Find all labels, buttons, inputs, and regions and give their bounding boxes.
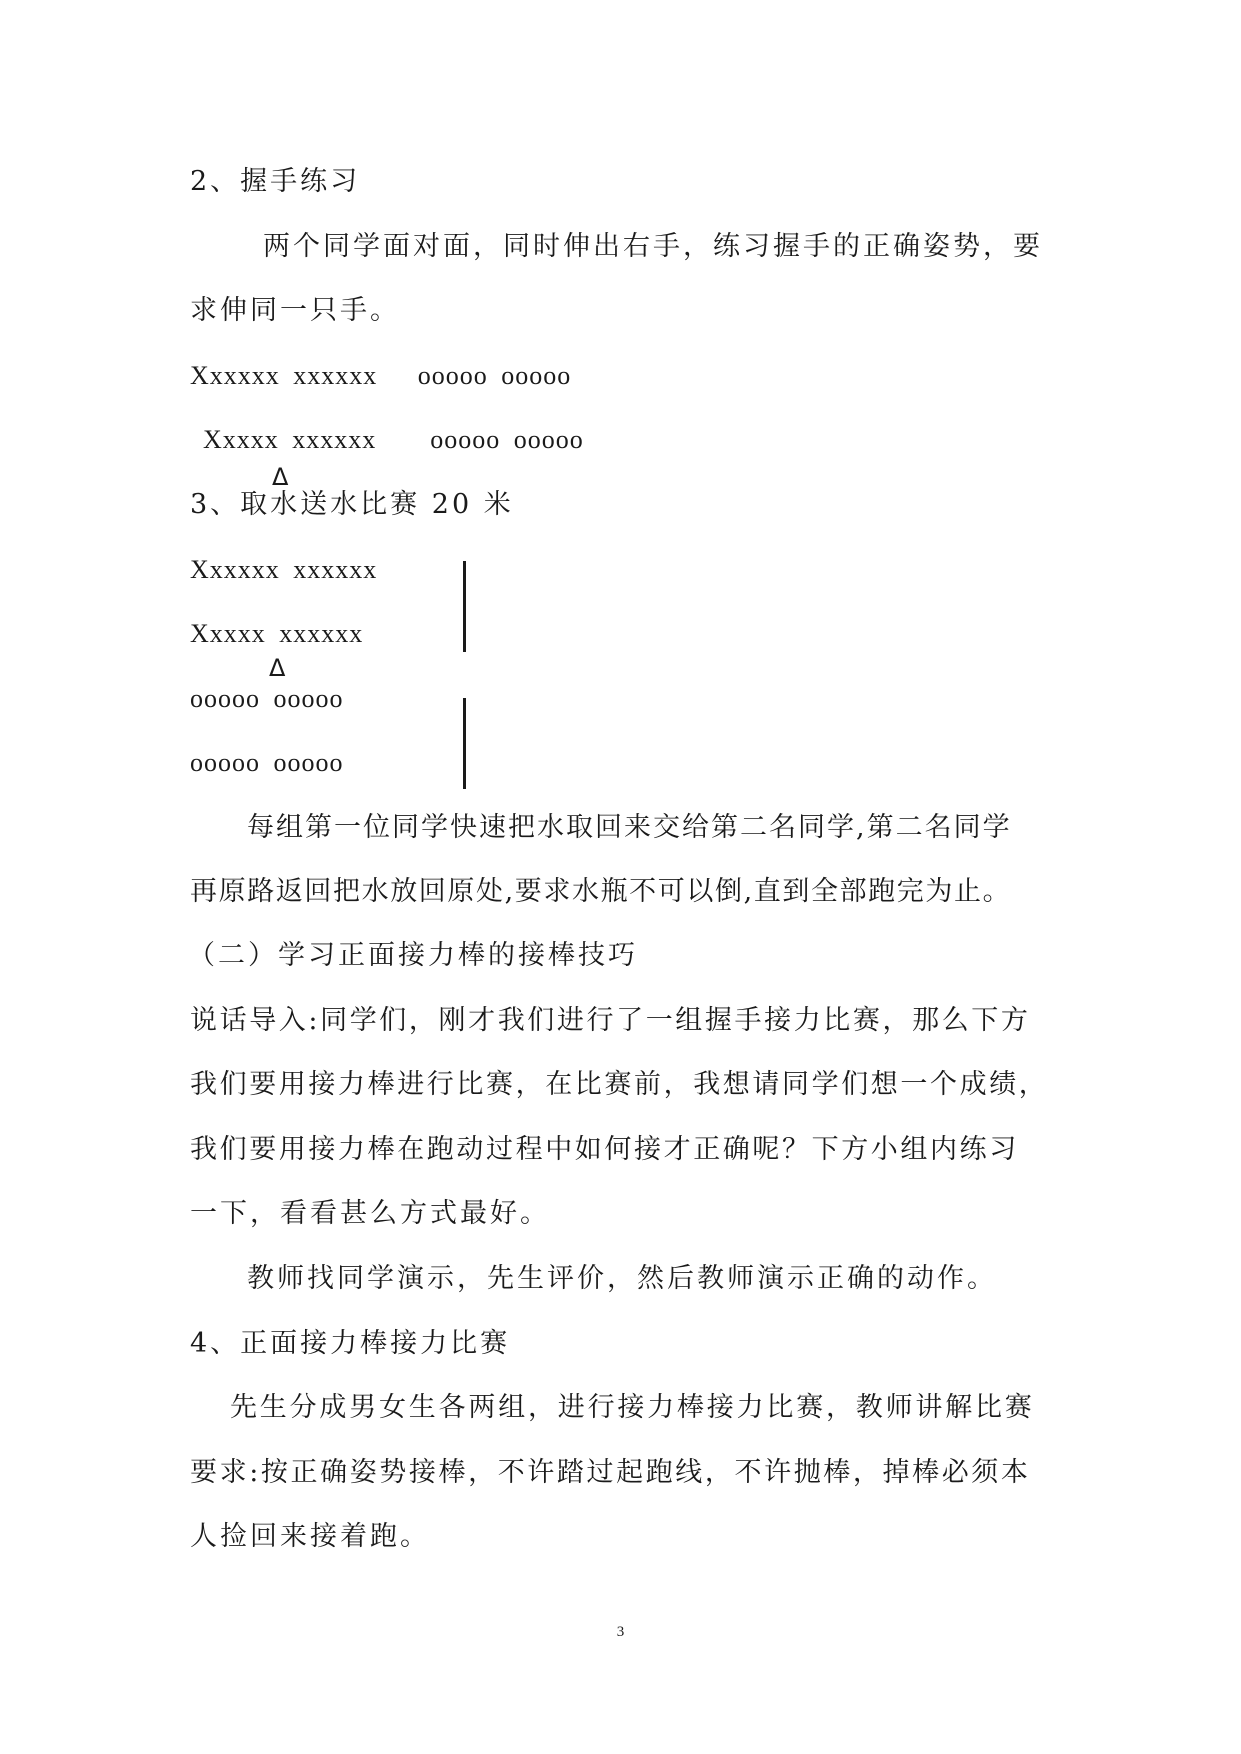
formation-1-row-2: Xxxxx xxxxxx ooooo ooooo	[203, 425, 584, 454]
intro-paragraph-line-4: 一下，看看甚么方式最好。	[190, 1198, 550, 1229]
formation-1-row-1: Xxxxxx xxxxxx ooooo ooooo	[190, 361, 572, 390]
triangle-marker-1: Δ	[272, 463, 289, 491]
finish-line-marker-1	[463, 561, 466, 652]
intro-paragraph-line-3: 我们要用接力棒在跑动过程中如何接才正确呢？下方小组内练习	[190, 1134, 1019, 1165]
formation-2-row-1: Xxxxxx xxxxxx	[190, 555, 378, 584]
part-2-title: （二）学习正面接力棒的接棒技巧	[188, 940, 638, 971]
finish-line-marker-2	[463, 698, 466, 789]
section-4-title: 4、正面接力棒接力比赛	[190, 1328, 511, 1359]
section-4-paragraph-line-1: 先生分成男女生各两组，进行接力棒接力比赛，教师讲解比赛	[230, 1392, 1035, 1423]
formation-2-row-4: ooooo ooooo	[190, 748, 344, 777]
section-2-paragraph-line-1: 两个同学面对面，同时伸出右手，练习握手的正确姿势，要	[263, 231, 1043, 262]
section-4-paragraph-line-3: 人捡回来接着跑。	[190, 1521, 430, 1552]
triangle-marker-2: Δ	[269, 654, 286, 682]
section-4-paragraph-line-2: 要求:按正确姿势接棒，不许踏过起跑线，不许抛棒，掉棒必须本	[190, 1457, 1031, 1488]
section-3-paragraph-line-1: 每组第一位同学快速把水取回来交给第二名同学,第二名同学	[247, 812, 1012, 843]
section-3-paragraph-line-2: 再原路返回把水放回原处,要求水瓶不可以倒,直到全部跑完为止。	[190, 876, 1012, 907]
section-3-title: 3、取水送水比赛 20 米	[190, 489, 514, 520]
formation-2-row-3: ooooo ooooo	[190, 684, 344, 713]
teacher-demo-paragraph: 教师找同学演示，先生评价，然后教师演示正确的动作。	[247, 1263, 997, 1294]
page-number: 3	[616, 1624, 625, 1640]
section-2-paragraph-line-2: 求伸同一只手。	[190, 295, 400, 326]
intro-paragraph-line-1: 说话导入:同学们，刚才我们进行了一组握手接力比赛，那么下方	[190, 1005, 1031, 1036]
intro-paragraph-line-2: 我们要用接力棒进行比赛，在比赛前，我想请同学们想一个成绩，	[190, 1069, 1049, 1100]
formation-2-row-2: Xxxxx xxxxxx	[190, 619, 364, 648]
section-2-title: 2、握手练习	[190, 166, 361, 197]
